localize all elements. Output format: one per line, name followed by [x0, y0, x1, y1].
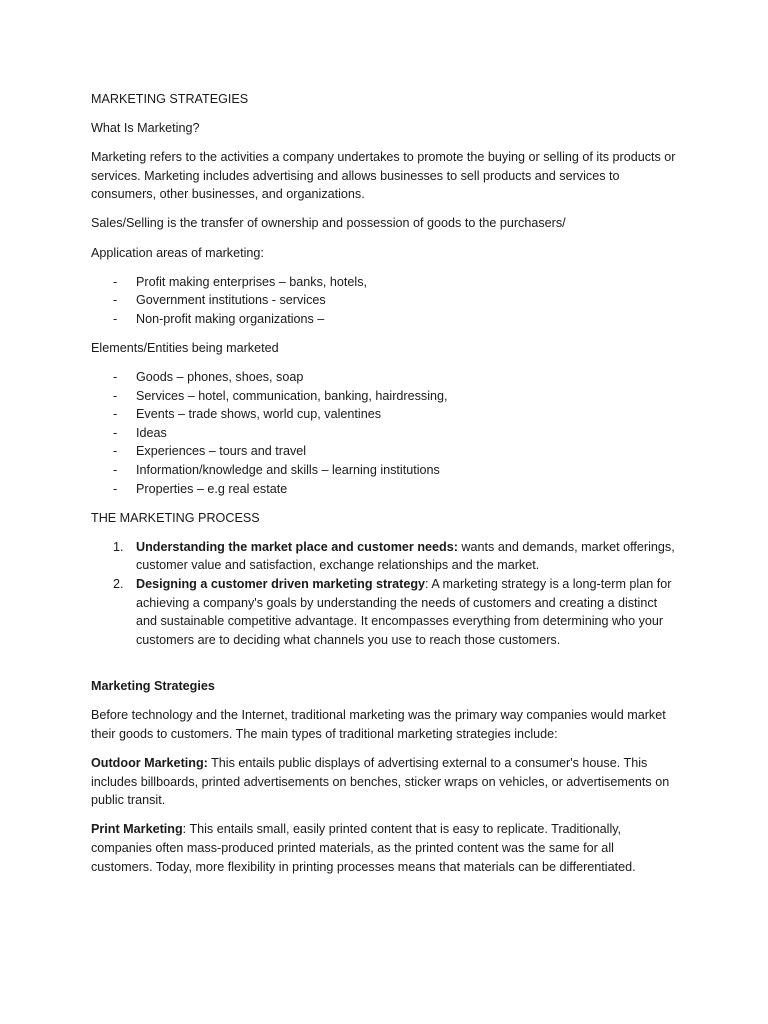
question-heading: What Is Marketing? — [91, 121, 200, 136]
list-number: 2. — [113, 576, 124, 591]
list-item — [91, 480, 678, 499]
list-item — [91, 387, 678, 406]
list-item — [91, 291, 678, 310]
list-item — [91, 424, 678, 443]
list-item-text: Events – trade shows, world cup, valentines — [136, 407, 382, 422]
list-item-text: Properties – e.g real estate — [136, 481, 288, 496]
outdoor-marketing-paragraph — [91, 754, 678, 810]
list-item-text: Ideas — [136, 425, 167, 440]
print-marketing-label: Print Marketing — [91, 822, 183, 837]
print-marketing-paragraph — [91, 820, 678, 876]
elements-list — [91, 368, 678, 498]
list-item-text: Non-profit making organizations – — [136, 311, 325, 326]
process-item-bold: Understanding the market place and customer needs: — [136, 539, 458, 554]
dash-marker: - — [113, 407, 118, 422]
print-marketing-text: : This entails small, easily printed content that is easy to replicate. Traditionally, companies often mass-produced printed materials, as the printed content was the same for all customers. Today, more flexibility in printing processes means that materials can be differentiated. — [91, 822, 636, 874]
list-item — [91, 273, 678, 292]
dash-marker: - — [113, 293, 118, 308]
document-title: MARKETING STRATEGIES — [91, 92, 249, 106]
dash-marker: - — [113, 388, 118, 403]
dash-marker: - — [113, 444, 118, 459]
list-item — [91, 538, 678, 575]
process-item-text: wants and demands, market offerings, customer value and satisfaction, exchange relationships and the market. — [136, 539, 675, 573]
application-heading: Application areas of marketing: — [91, 245, 264, 260]
list-item — [91, 575, 678, 649]
list-item — [91, 310, 678, 329]
list-number: 1. — [113, 539, 124, 554]
list-item — [91, 405, 678, 424]
list-item — [91, 442, 678, 461]
list-item-text: Profit making enterprises – banks, hotels, — [136, 274, 367, 289]
dash-marker: - — [113, 370, 118, 385]
strategies-heading — [91, 677, 678, 696]
process-list — [91, 538, 678, 650]
process-item-bold: Designing a customer driven marketing strategy — [136, 576, 426, 591]
definition-paragraph: Marketing refers to the activities a company undertakes to promote the buying or selling of its products or services. Marketing includes advertising and allows businesses to sell products and services to consumers, other businesses, and organizations. — [91, 150, 676, 202]
strategies-heading-text: Marketing Strategies — [91, 679, 215, 694]
dash-marker: - — [113, 274, 118, 289]
process-item-text: : A marketing strategy is a long-term plan for achieving a company's goals by understanding the needs of customers and creating a distinct and sustainable competitive advantage. It encompasses everything from determining who your customers are to deciding what channels you use to reach those customers. — [136, 576, 672, 647]
process-heading: THE MARKETING PROCESS — [91, 510, 260, 525]
list-item-text: Services – hotel, communication, banking, hairdressing, — [136, 388, 448, 403]
outdoor-marketing-label: Outdoor Marketing: — [91, 756, 208, 771]
application-list — [91, 273, 678, 329]
list-item-text: Government institutions - services — [136, 293, 326, 308]
list-item — [91, 368, 678, 387]
elements-heading: Elements/Entities being marketed — [91, 340, 279, 355]
dash-marker: - — [113, 481, 118, 496]
sales-definition-paragraph: Sales/Selling is the transfer of ownership and possession of goods to the purchasers/ — [91, 216, 566, 231]
list-item-text: Experiences – tours and travel — [136, 444, 307, 459]
outdoor-marketing-text: This entails public displays of advertising external to a consumer's house. This includes billboards, printed advertisements on benches, sticker wraps on vehicles, or advertisements on public transit. — [91, 756, 670, 808]
list-item-text: Goods – phones, shoes, soap — [136, 370, 304, 385]
list-item — [91, 461, 678, 480]
dash-marker: - — [113, 463, 118, 477]
list-item-text: Information/knowledge and skills – learning institutions — [136, 463, 440, 477]
dash-marker: - — [113, 311, 118, 326]
strategies-intro-paragraph: Before technology and the Internet, traditional marketing was the primary way companies would market their goods to customers. The main types of traditional marketing strategies include: — [91, 708, 666, 742]
dash-marker: - — [113, 425, 118, 440]
